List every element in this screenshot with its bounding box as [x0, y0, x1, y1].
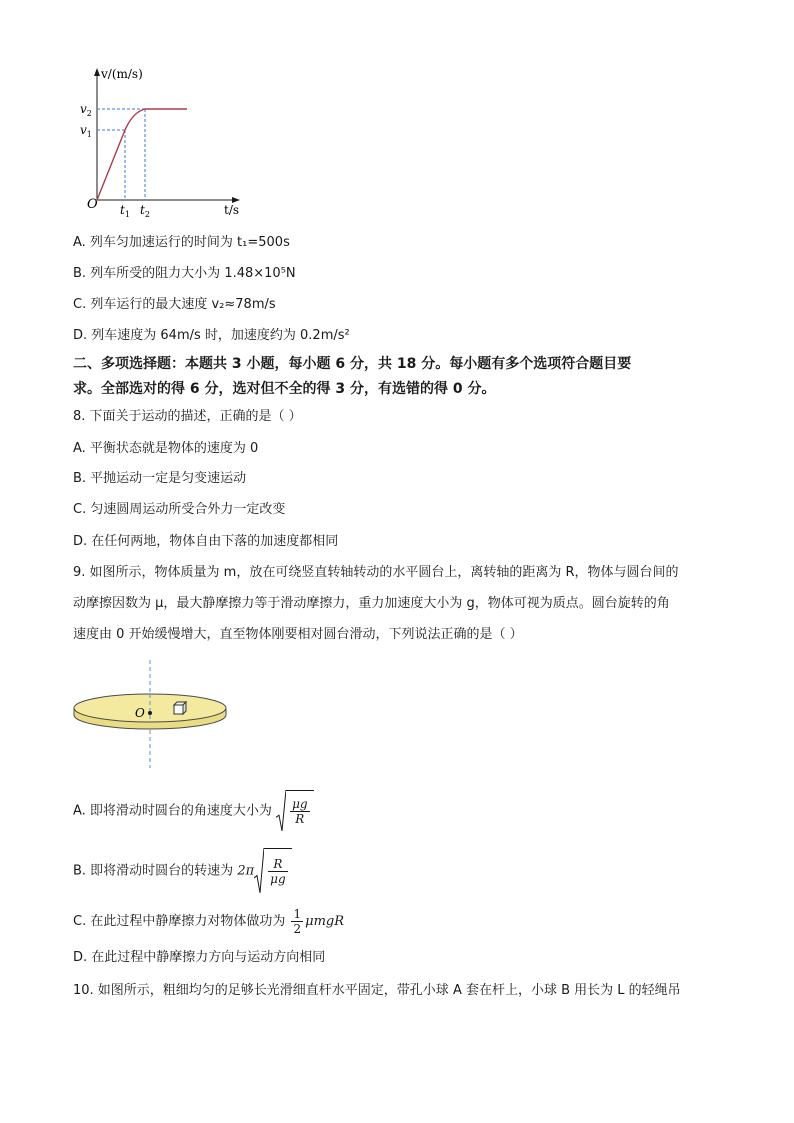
v1-label: $v_1$ — [80, 123, 92, 139]
rotating-disc-figure — [68, 658, 233, 773]
origin-label: O — [87, 197, 98, 212]
radical-sign — [276, 790, 286, 832]
q9-option-c: C. 在此过程中静摩擦力对物体做功为 $\frac{1}{2}$ μmgR — [73, 907, 345, 936]
x-axis-label: t/s — [224, 203, 240, 217]
section2-heading-line2: 求。全部选对的得 6 分，选对但不全的得 3 分，有选错的得 0 分。 — [73, 381, 496, 397]
t1-label: $t_1$ — [120, 203, 130, 219]
q8-option-d: D. 在任何两地，物体自由下落的加速度都相同 — [73, 534, 339, 549]
q8-option-a: A. 平衡状态就是物体的速度为 0 — [73, 441, 259, 456]
q7-option-a: A. 列车匀加速运行的时间为 t₁=500s — [73, 235, 290, 250]
velocity-curve — [97, 109, 187, 200]
q9-stem-line1: 9. 如图所示，物体质量为 m，放在可绕竖直转轴转动的水平圆台上，离转轴的距离为 R，物体与圆台间的 — [73, 565, 679, 580]
y-axis-arrow — [94, 68, 100, 76]
t2-label: $t_2$ — [140, 203, 150, 219]
q8-stem: 8. 下面关于运动的描述，正确的是（ ） — [73, 409, 302, 424]
q9-stem-line2: 动摩擦因数为 μ，最大静摩擦力等于滑动摩擦力，重力加速度大小为 g，物体可视为质点。圆台旋转的角 — [73, 596, 670, 611]
section2-heading-line1: 二、多项选择题：本题共 3 小题，每小题 6 分，共 18 分。每小题有多个选项符合题目要 — [73, 356, 632, 372]
y-axis-label: v/(m/s) — [101, 67, 143, 81]
center-label: O — [135, 706, 145, 720]
q9-option-d: D. 在此过程中静摩擦力方向与运动方向相同 — [73, 950, 326, 965]
q10-stem-line1: 10. 如图所示，粗细均匀的足够长光滑细直杆水平固定，带孔小球 A 套在杆上，小球 B 用长为 L 的轻绳吊 — [73, 983, 681, 998]
q8-option-b: B. 平抛运动一定是匀变速运动 — [73, 471, 247, 486]
sqrt-expression-b: $\frac{R}{\mu g}$ — [254, 848, 291, 894]
q7-option-c: C. 列车运行的最大速度 v₂≈78m/s — [73, 297, 276, 312]
q9-option-a: A. 即将滑动时圆台的角速度大小为 $\frac{\mu g}{R}$ — [73, 790, 734, 832]
fraction-half: $\frac{1}{2}$ — [293, 907, 302, 936]
block-object — [174, 702, 186, 714]
velocity-time-graph — [80, 62, 250, 222]
sqrt-expression-a: $\frac{\mu g}{R}$ — [276, 790, 313, 832]
v2-label: $v_2$ — [80, 102, 92, 118]
q7-option-b: B. 列车所受的阻力大小为 1.48×10⁵N — [73, 266, 296, 281]
q9-option-b: B. 即将滑动时圆台的转速为 2π $\frac{R}{\mu g}$ — [73, 848, 734, 894]
q7-option-d: D. 列车速度为 64m/s 时，加速度约为 0.2m/s² — [73, 328, 350, 343]
center-point — [148, 711, 152, 715]
q8-option-c: C. 匀速圆周运动所受合外力一定改变 — [73, 502, 286, 517]
q9-stem-line3: 速度由 0 开始缓慢增大，直至物体刚要相对圆台滑动，下列说法正确的是（ ） — [73, 627, 523, 642]
radical-sign — [254, 848, 264, 894]
